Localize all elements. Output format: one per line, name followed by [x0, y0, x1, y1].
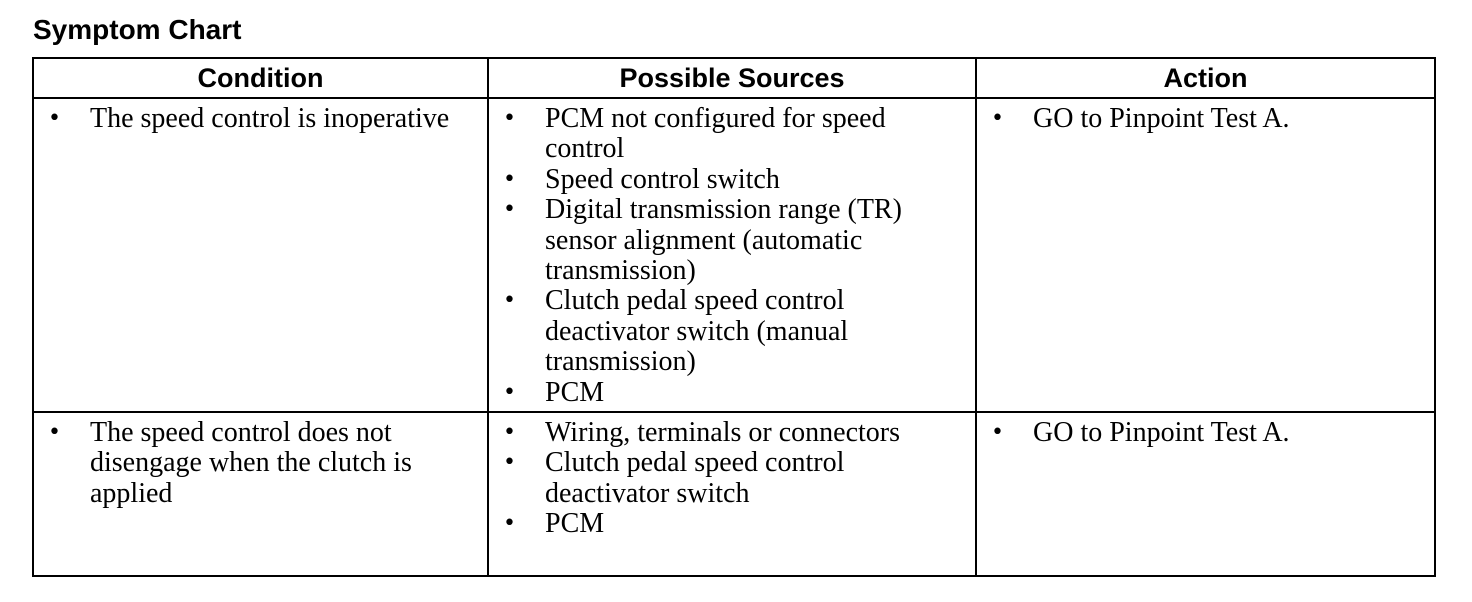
list-item — [34, 104, 479, 134]
list-item — [977, 104, 1426, 134]
list-item — [489, 104, 967, 165]
bullet-icon: • — [48, 106, 61, 131]
sources-cell — [488, 412, 976, 576]
bullet-icon: • — [503, 166, 516, 192]
list-item — [977, 418, 1426, 448]
bullet-icon: • — [503, 288, 516, 314]
source-text: PCM not configured for speed control — [545, 103, 886, 165]
sources-list — [489, 99, 975, 408]
condition-cell — [33, 412, 488, 576]
source-text: Speed control switch — [545, 163, 780, 195]
column-header-possible-sources: Possible Sources — [488, 58, 976, 98]
action-list — [977, 413, 1434, 448]
bullet-icon: • — [503, 197, 516, 223]
header-row — [33, 58, 1435, 98]
bullet-icon: • — [503, 511, 516, 537]
action-list — [977, 99, 1434, 134]
page-title: Symptom Chart — [33, 14, 242, 45]
list-item — [489, 509, 967, 539]
source-text: PCM — [545, 376, 605, 408]
column-header-condition: Condition — [33, 58, 488, 98]
list-item — [489, 448, 967, 509]
list-item — [489, 378, 967, 408]
condition-text: The speed control is inoperative — [90, 103, 450, 134]
bullet-icon: • — [503, 450, 516, 476]
list-item — [489, 165, 967, 195]
bullet-icon: • — [503, 106, 516, 131]
source-text: Wiring, terminals or connectors — [545, 417, 900, 448]
condition-list — [34, 413, 487, 509]
table-row — [33, 412, 1435, 576]
action-cell — [976, 412, 1435, 576]
source-text: Clutch pedal speed control deactivator switch (manual transmission) — [545, 285, 849, 378]
bullet-icon: • — [503, 420, 516, 445]
column-header-action: Action — [976, 58, 1435, 98]
condition-cell — [33, 98, 488, 412]
condition-list — [34, 99, 487, 134]
bullet-icon: • — [48, 420, 61, 445]
list-item — [489, 195, 967, 286]
action-cell — [976, 98, 1435, 412]
action-text: GO to Pinpoint Test A. — [1033, 103, 1290, 134]
sources-list — [489, 413, 975, 540]
list-item — [489, 286, 967, 377]
list-item — [489, 418, 967, 448]
bullet-icon: • — [991, 106, 1004, 131]
bullet-icon: • — [503, 379, 516, 405]
table-row — [33, 98, 1435, 412]
sources-cell — [488, 98, 976, 412]
list-item — [34, 418, 479, 509]
source-text: Digital transmission range (TR) sensor alignment (automatic transmission) — [545, 194, 902, 287]
bullet-icon: • — [991, 420, 1004, 445]
source-text: Clutch pedal speed control deactivator switch — [545, 447, 845, 509]
condition-text: The speed control does not disengage when the clutch is applied — [90, 417, 412, 509]
symptom-chart-table — [32, 57, 1436, 577]
source-text: PCM — [545, 508, 605, 540]
action-text: GO to Pinpoint Test A. — [1033, 417, 1290, 448]
